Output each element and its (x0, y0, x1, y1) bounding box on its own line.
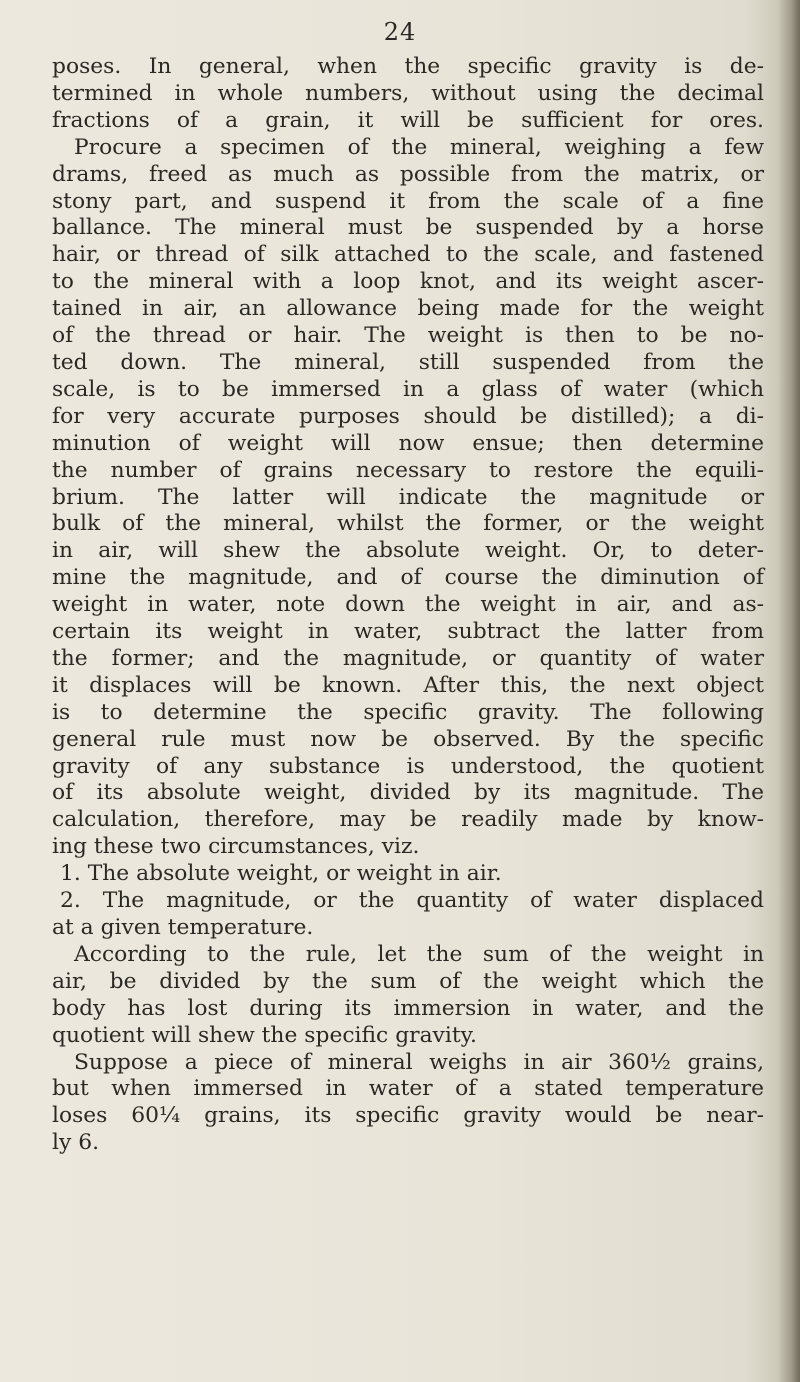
text-line: termined in whole numbers, without using the decimal (52, 80, 764, 106)
text-line: general rule must now be observed. By the specific (52, 726, 764, 752)
text-line: certain its weight in water, subtract the latter from (52, 619, 764, 645)
text-line: of the thread or hair. The weight is then to be no- (52, 323, 764, 349)
text-line: it displaces will be known. After this, the next object (52, 672, 764, 698)
text-line: drams, freed as much as possible from the matrix, or (52, 161, 764, 187)
text-line: quotient will shew the specific gravity. (52, 1022, 477, 1048)
text-line: weight in water, note down the weight in air, and as- (52, 592, 764, 618)
text-line: calculation, therefore, may be readily made by know- (52, 807, 764, 833)
body-text (52, 54, 764, 1157)
text-line: loses 60¼ grains, its specific gravity would be near- (52, 1103, 764, 1129)
list-item: 2. The magnitude, or the quantity of water displaced (60, 888, 764, 914)
text-line: to the mineral with a loop knot, and its weight ascer- (52, 269, 764, 295)
page-edge-shadow (778, 0, 800, 1382)
text-line: bulk of the mineral, whilst the former, or the weight (52, 511, 764, 537)
text-line: ballance. The mineral must be suspended by a horse (52, 215, 764, 241)
text-line: body has lost during its immersion in water, and the (52, 995, 764, 1021)
text-line: ted down. The mineral, still suspended from the (52, 349, 764, 375)
text-line: the former; and the magnitude, or quantity of water (52, 645, 764, 671)
text-line: but when immersed in water of a stated temperature (52, 1076, 764, 1102)
text-line: in air, will shew the absolute weight. Or, to deter- (52, 538, 764, 564)
text-line: for very accurate purposes should be distilled); a di- (52, 403, 764, 429)
text-line: air, be divided by the sum of the weight which the (52, 968, 764, 994)
text-line: at a given temperature. (52, 915, 314, 940)
text-line: hair, or thread of silk attached to the scale, and fastened (52, 242, 764, 268)
text-line: poses. In general, when the specific gravity is de- (52, 54, 764, 79)
text-line: ing these two circumstances, viz. (52, 834, 420, 860)
text-line: the number of grains necessary to restore the equili- (52, 457, 764, 483)
text-line: is to determine the specific gravity. The following (52, 699, 764, 725)
text-line: of its absolute weight, divided by its magnitude. The (52, 780, 764, 806)
text-line: Procure a specimen of the mineral, weighing a few (74, 134, 764, 160)
text-line: Suppose a piece of mineral weighs in air 360½ grains, (74, 1049, 764, 1075)
text-line: brium. The latter will indicate the magnitude or (52, 484, 764, 510)
text-line: minution of weight will now ensue; then determine (52, 430, 764, 456)
text-line: According to the rule, let the sum of the weight in (74, 941, 764, 967)
text-line: gravity of any substance is understood, the quotient (52, 753, 764, 779)
text-line: fractions of a grain, it will be sufficient for ores. (52, 107, 764, 133)
text-line: tained in air, an allowance being made for the weight (52, 296, 764, 322)
text-line: ly 6. (52, 1130, 100, 1156)
list-item: 1. The absolute weight, or weight in air. (60, 861, 502, 887)
page-number: 24 (383, 18, 417, 46)
text-line: scale, is to be immersed in a glass of water (which (52, 376, 764, 402)
text-line: mine the magnitude, and of course the diminution of (52, 565, 764, 591)
text-line: stony part, and suspend it from the scale of a fine (52, 188, 764, 214)
